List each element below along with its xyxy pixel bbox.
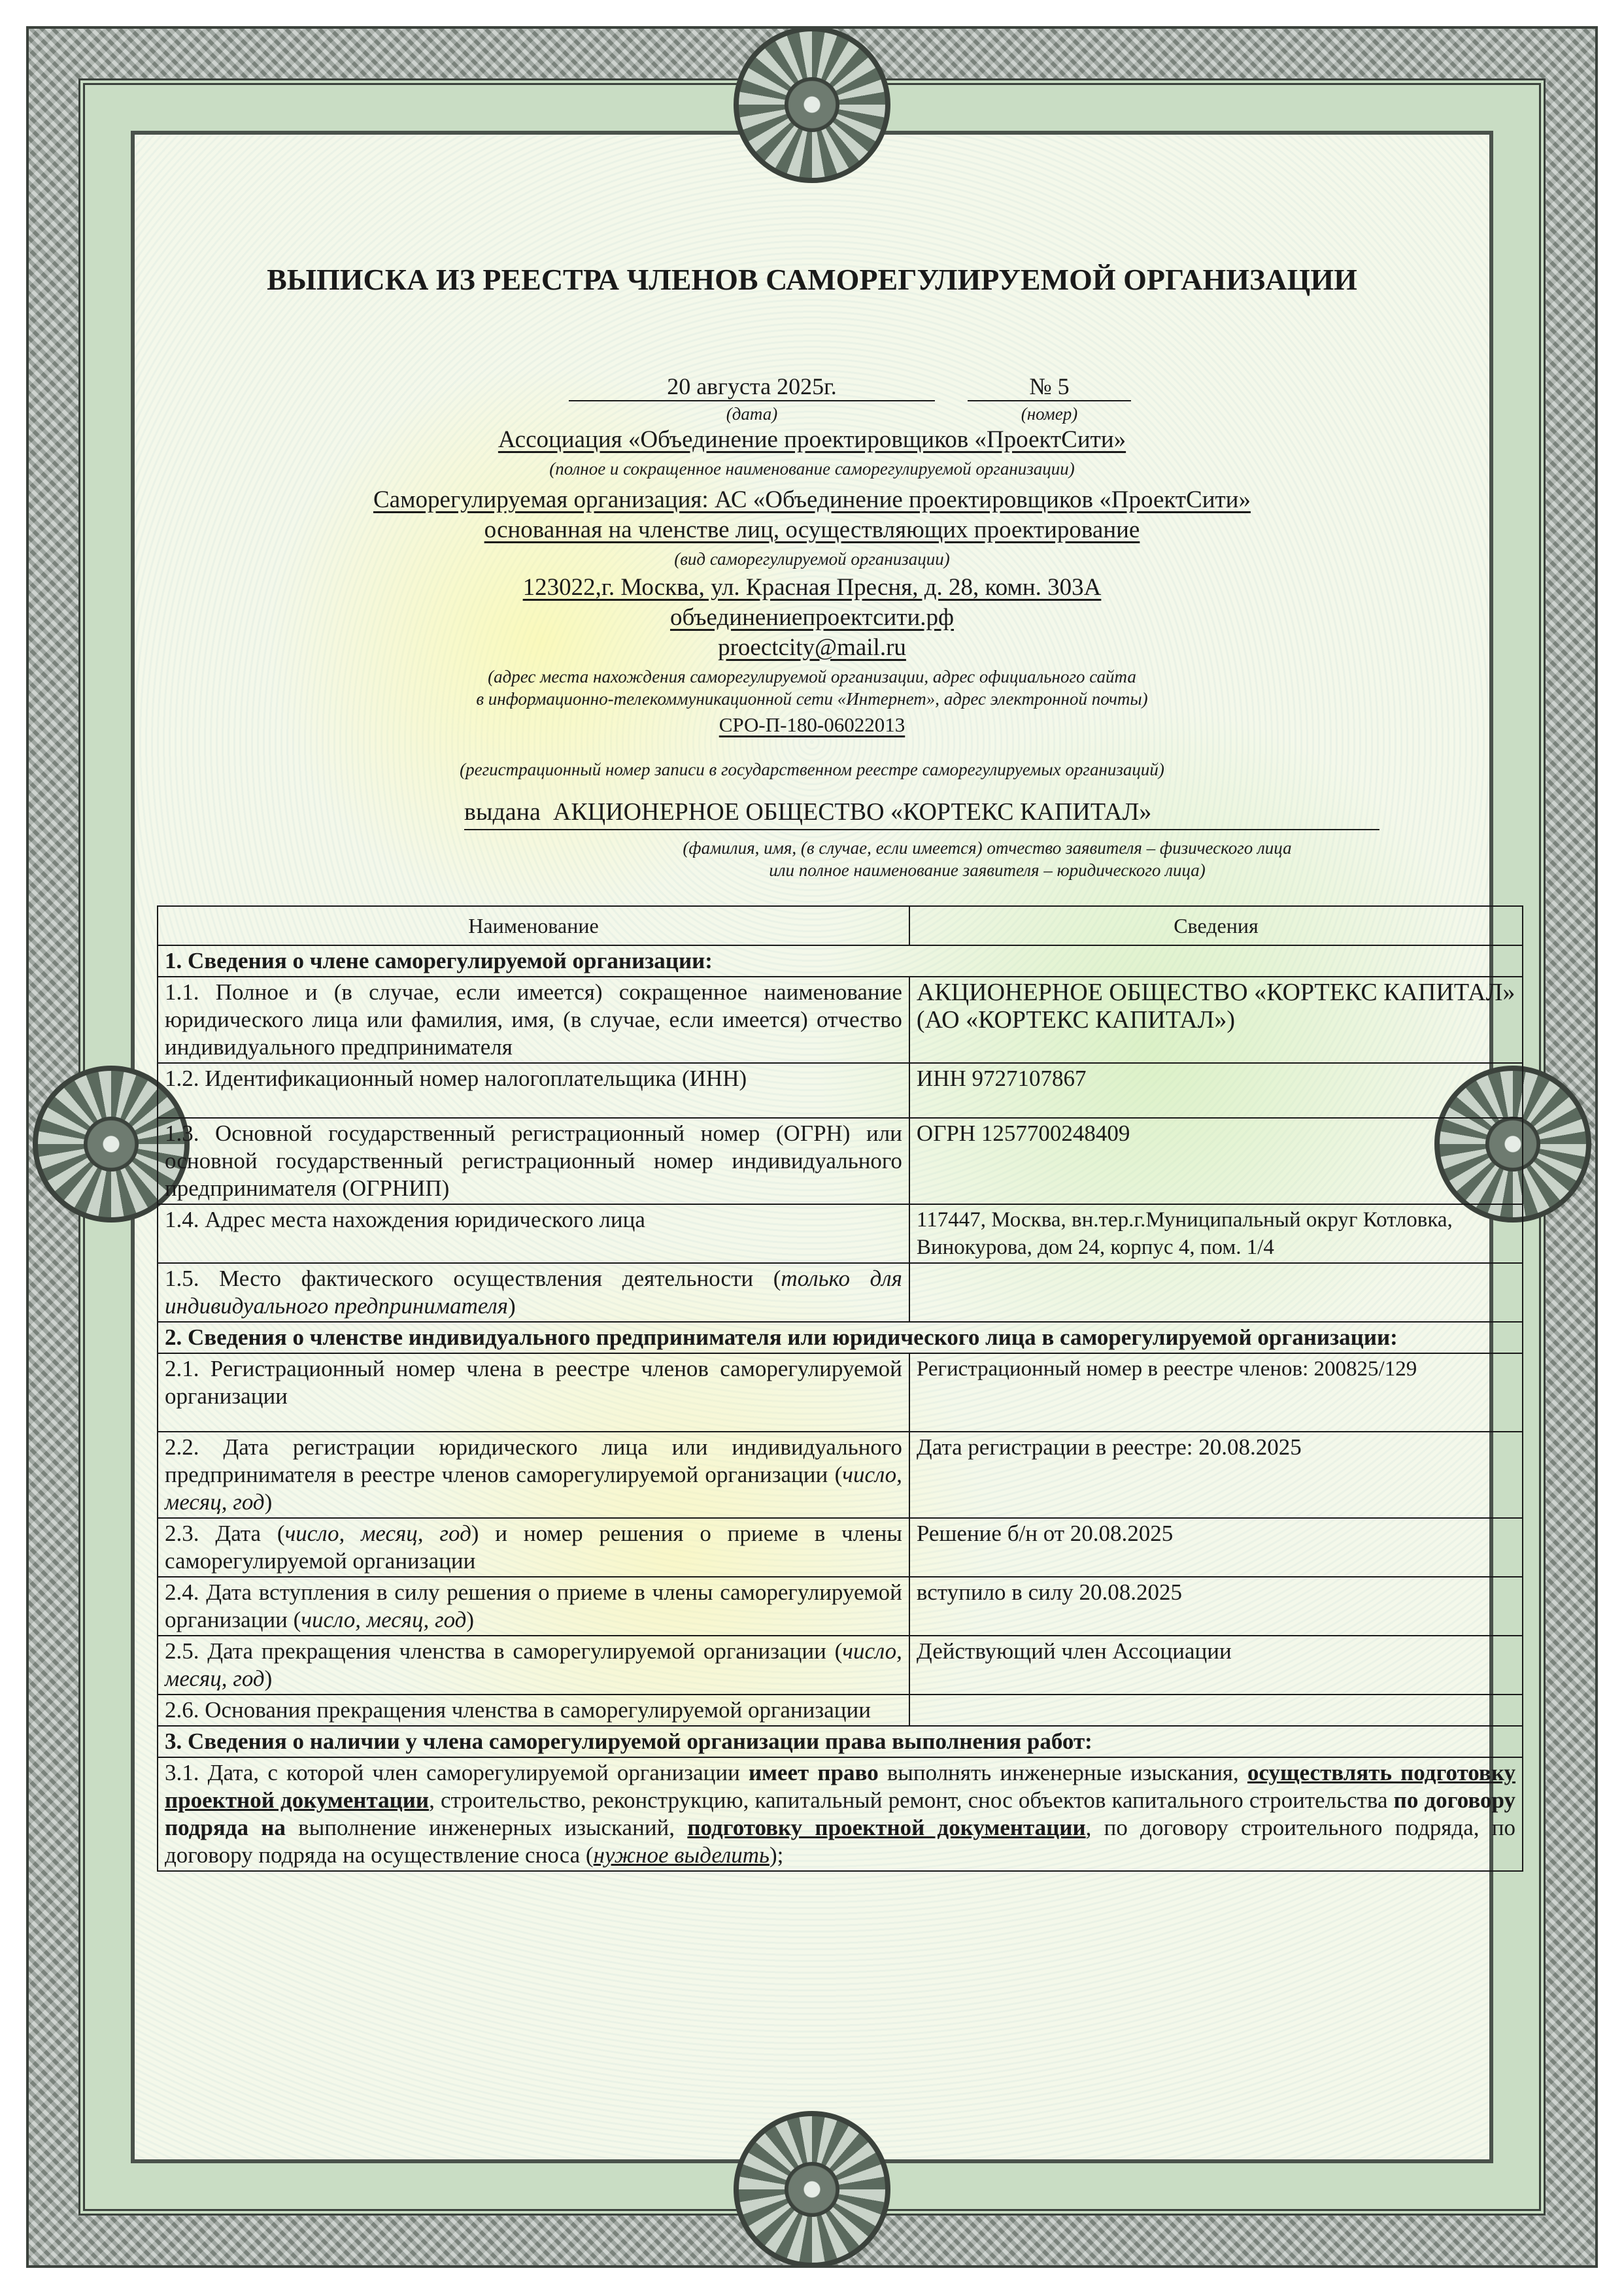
section-row: [158, 945, 1523, 977]
section-row: [158, 1322, 1523, 1353]
issued-hint-2: или полное наименование заявителя – юридического лица): [769, 860, 1206, 880]
sro-reg-number: СРО-П-180-06022013: [719, 713, 905, 736]
row-2-1-value: Регистрационный номер в реестре членов: 200825/129: [909, 1353, 1523, 1432]
row-2-6-name: 2.6. Основания прекращения членства в саморегулируемой организации: [158, 1695, 909, 1726]
table-row: [158, 1695, 1523, 1726]
issued-hint-1: (фамилия, имя, (в случае, если имеется) отчество заявителя – физического лица: [683, 838, 1292, 858]
row-1-4-name: 1.4. Адрес места нахождения юридического лица: [158, 1204, 909, 1263]
registry-table: [157, 905, 1523, 1872]
col-header-value: Сведения: [909, 906, 1523, 945]
org-email: proectcity@mail.ru: [718, 634, 906, 661]
row-2-6-value: [909, 1695, 1523, 1726]
row-2-2-name: 2.2. Дата регистрации юридического лица или индивидуального предпринимателя в реестре членов саморегулируемой организации (число, месяц, год): [158, 1432, 909, 1518]
issue-number: № 5: [968, 373, 1131, 401]
table-row: [158, 1757, 1523, 1871]
row-1-3-value: ОГРН 1257700248409: [909, 1118, 1523, 1204]
issued-prefix: выдана: [464, 798, 541, 826]
date-hint: (дата): [726, 404, 778, 424]
org-name-hint: (полное и сокращенное наименование саморегулируемой организации): [549, 459, 1075, 479]
row-2-2-value: Дата регистрации в реестре: 20.08.2025: [909, 1432, 1523, 1518]
row-2-5-name: 2.5. Дата прекращения членства в саморегулируемой организации (число, месяц, год): [158, 1636, 909, 1695]
row-2-4-name: 2.4. Дата вступления в силу решения о приеме в члены саморегулируемой организации (число, месяц, год): [158, 1577, 909, 1636]
org-address: 123022,г. Москва, ул. Красная Пресня, д. 28, комн. 303А: [522, 574, 1102, 601]
row-1-2-value: ИНН 9727107867: [909, 1063, 1523, 1118]
number-hint: (номер): [1021, 404, 1078, 424]
section-3-title: 3. Сведения о наличии у члена саморегулируемой организации права выполнения работ:: [158, 1726, 1523, 1757]
table-row: [158, 1636, 1523, 1695]
reg-number-hint: (регистрационный номер записи в государственном реестре саморегулируемых организаций): [460, 760, 1164, 779]
org-website: объединениепроектсити.рф: [669, 604, 955, 631]
row-2-3-name: 2.3. Дата (число, месяц, год) и номер решения о приеме в члены саморегулируемой организации: [158, 1518, 909, 1577]
table-row: [158, 1577, 1523, 1636]
table-row: [158, 1263, 1523, 1322]
document-title: ВЫПИСКА ИЗ РЕЕСТРА ЧЛЕНОВ САМОРЕГУЛИРУЕМОЙ ОРГАНИЗАЦИИ: [267, 263, 1357, 296]
row-3-1-text: 3.1. Дата, с которой член саморегулируемой организации имеет право выполнять инженерные изыскания, осуществлять подготовку проектной документации, строительство, реконструкцию, капитальный ремонт, снос объектов капитального строительства по договору подряда на выполнение инженерных изысканий, подготовку проектной документации, по договору строительного подряда, по договору подряда на осуществление сноса (нужное выделить);: [158, 1757, 1523, 1871]
issued-to-line: [464, 798, 1379, 830]
address-hint-1: (адрес места нахождения саморегулируемой организации, адрес официального сайта: [488, 667, 1136, 686]
row-1-2-name: 1.2. Идентификационный номер налогоплательщика (ИНН): [158, 1063, 909, 1118]
row-1-3-name: 1.3. Основной государственный регистрационный номер (ОГРН) или основной государственный регистрационный номер индивидуального предпринимателя (ОГРНИП): [158, 1118, 909, 1204]
issue-date: 20 августа 2025г.: [569, 373, 935, 401]
rosette-ornament-top: [734, 26, 890, 183]
org-type-hint: (вид саморегулируемой организации): [674, 549, 950, 569]
table-row: [158, 1518, 1523, 1577]
section-row: [158, 1726, 1523, 1757]
row-1-1-name: 1.1. Полное и (в случае, если имеется) сокращенное наименование юридического лица или фамилия, имя, (в случае, если имеется) отчество индивидуального предпринимателя: [158, 977, 909, 1063]
row-2-1-name: 2.1. Регистрационный номер члена в реестре членов саморегулируемой организации: [158, 1353, 909, 1432]
org-name: Ассоциация «Объединение проектировщиков «ПроектСити»: [498, 426, 1126, 453]
section-2-title: 2. Сведения о членстве индивидуального предпринимателя или юридического лица в саморегулируемой организации:: [158, 1322, 1523, 1353]
col-header-name: Наименование: [158, 906, 909, 945]
table-row: [158, 1118, 1523, 1204]
section-1-title: 1. Сведения о члене саморегулируемой организации:: [158, 945, 1523, 977]
row-2-4-value: вступило в силу 20.08.2025: [909, 1577, 1523, 1636]
table-row: [158, 1353, 1523, 1432]
rosette-ornament-bottom: [734, 2111, 890, 2268]
table-row: [158, 977, 1523, 1063]
row-2-5-value: Действующий член Ассоциации: [909, 1636, 1523, 1695]
table-row: [158, 1063, 1523, 1118]
row-1-5-name: 1.5. Место фактического осуществления деятельности (только для индивидуального предпринимателя): [158, 1263, 909, 1322]
row-1-5-value: [909, 1263, 1523, 1322]
row-2-3-value: Решение б/н от 20.08.2025: [909, 1518, 1523, 1577]
table-row: [158, 1204, 1523, 1263]
table-row: [158, 1432, 1523, 1518]
row-1-4-value: 117447, Москва, вн.тер.г.Муниципальный округ Котловка, Винокурова, дом 24, корпус 4, пом. 1/4: [909, 1204, 1523, 1263]
row-1-1-value: АКЦИОНЕРНОЕ ОБЩЕСТВО «КОРТЕКС КАПИТАЛ» (АО «КОРТЕКС КАПИТАЛ»): [909, 977, 1523, 1063]
org-type-line-1: Саморегулируемая организация: АС «Объединение проектировщиков «ПроектСити»: [373, 486, 1251, 513]
address-hint-2: в информационно-телекоммуникационной сети «Интернет», адрес электронной почты): [476, 689, 1148, 709]
table-header-row: [158, 906, 1523, 945]
issued-to-name: АКЦИОНЕРНОЕ ОБЩЕСТВО «КОРТЕКС КАПИТАЛ»: [552, 798, 1152, 826]
org-type-line-2: основанная на членстве лиц, осуществляющих проектирование: [484, 516, 1140, 543]
